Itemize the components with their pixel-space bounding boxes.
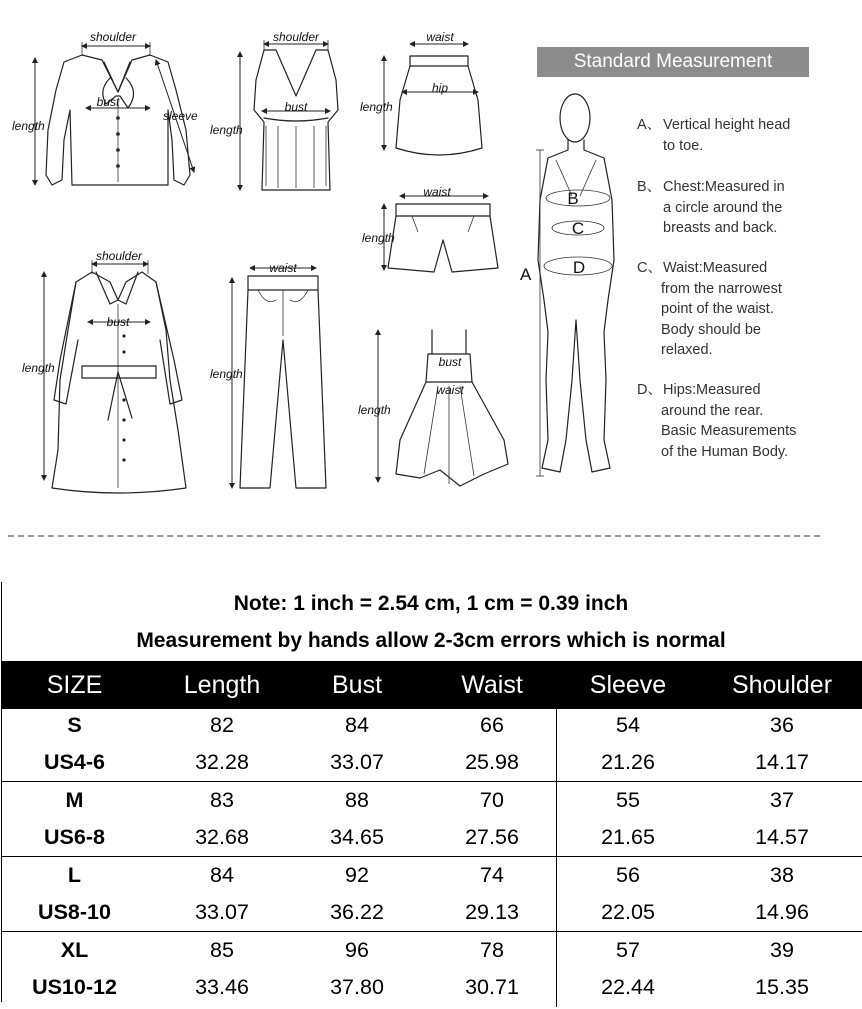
label-length: length	[22, 361, 55, 375]
label-bust: bust	[438, 355, 462, 369]
definition-letter: C、	[637, 260, 662, 276]
header-bust: Bust	[331, 671, 383, 699]
definition-line: Basic Measurements	[661, 423, 797, 439]
value-cell: 33.07	[330, 750, 384, 774]
value-cell: 55	[616, 788, 640, 812]
definition-line: point of the waist.	[661, 301, 774, 317]
value-cell: 84	[210, 863, 234, 887]
label-waist: waist	[423, 185, 451, 199]
value-cell: 34.65	[330, 825, 384, 849]
value-cell: 21.65	[601, 825, 655, 849]
value-cell: 66	[480, 713, 504, 737]
table-row	[2, 707, 862, 744]
table-row	[2, 969, 862, 1006]
label-bust: bust	[284, 100, 308, 114]
value-cell: 22.44	[601, 975, 655, 999]
value-cell: 70	[480, 788, 504, 812]
value-cell: 30.71	[465, 975, 519, 999]
size-cell: L	[67, 863, 82, 887]
value-cell: 54	[616, 713, 640, 737]
size-cell: US10-12	[32, 975, 117, 999]
value-cell: 84	[345, 713, 369, 737]
note-conversion: Note: 1 inch = 2.54 cm, 1 cm = 0.39 inch	[233, 592, 629, 615]
value-cell: 57	[616, 938, 640, 962]
value-cell: 21.26	[601, 750, 655, 774]
definition-line: Body should be	[661, 321, 761, 338]
size-cell: US6-8	[44, 825, 105, 849]
table-row	[2, 894, 862, 931]
value-cell: 85	[210, 938, 234, 962]
row-divider	[2, 781, 862, 782]
skirt-diagram	[360, 30, 482, 155]
definition-line: from the narrowest	[661, 280, 782, 297]
value-cell: 36.22	[330, 900, 384, 924]
human-figure	[520, 94, 614, 476]
marker-b: B	[567, 189, 579, 208]
table-row	[2, 857, 862, 894]
header-sleeve: Sleeve	[589, 671, 667, 699]
value-cell: 14.17	[755, 750, 809, 774]
value-cell: 14.57	[755, 825, 809, 849]
label-shoulder: shoulder	[89, 30, 137, 44]
table-row	[2, 932, 862, 969]
value-cell: 88	[345, 788, 369, 812]
dress-diagram	[358, 330, 508, 486]
value-cell: 38	[770, 863, 794, 887]
header-waist: Waist	[461, 671, 523, 699]
value-cell: 56	[616, 863, 640, 887]
definition-line: to toe.	[663, 137, 704, 154]
dashed-separator	[8, 535, 820, 537]
definition-d	[637, 380, 796, 462]
value-cell: 27.56	[465, 825, 519, 849]
value-cell: 29.13	[465, 900, 519, 924]
note-tolerance: Measurement by hands allow 2-3cm errors which is normal	[136, 629, 726, 652]
row-divider	[2, 856, 862, 857]
value-cell: 32.68	[195, 825, 249, 849]
value-cell: 39	[770, 938, 794, 962]
table-row	[2, 744, 862, 781]
value-cell: 37	[770, 788, 794, 812]
label-shoulder: shoulder	[95, 249, 143, 263]
definition-line: relaxed.	[661, 342, 713, 358]
marker-a: A	[520, 265, 532, 284]
marker-c: C	[571, 219, 585, 238]
header-length: Length	[183, 671, 261, 699]
definition-a	[637, 115, 790, 156]
value-cell: 92	[345, 863, 369, 887]
label-bust: bust	[106, 315, 130, 329]
label-sleeve: sleeve	[163, 109, 198, 123]
value-cell: 14.96	[755, 900, 809, 924]
label-shoulder: shoulder	[272, 30, 320, 44]
definition-line: around the rear.	[661, 402, 764, 419]
value-cell: 25.98	[465, 750, 519, 774]
definition-line: Vertical height head	[663, 117, 791, 133]
definition-letter: B、	[637, 179, 662, 195]
label-waist: waist	[269, 261, 297, 275]
table-row	[2, 782, 862, 819]
value-cell: 37.80	[330, 975, 384, 999]
label-length: length	[360, 100, 393, 114]
size-cell: M	[65, 788, 84, 812]
table-row	[2, 819, 862, 856]
size-cell: S	[67, 713, 82, 737]
value-cell: 82	[210, 713, 234, 737]
label-length: length	[210, 123, 243, 137]
value-cell: 78	[480, 938, 504, 962]
label-waist: waist	[426, 30, 454, 44]
vest-diagram	[210, 30, 338, 190]
definition-c	[637, 258, 782, 361]
row-divider	[2, 931, 862, 932]
marker-d: D	[572, 258, 586, 277]
column-divider	[556, 709, 557, 1007]
label-hip: hip	[431, 81, 449, 95]
definition-line: of the Human Body.	[661, 443, 789, 460]
definition-line: Waist:Measured	[663, 260, 768, 276]
definition-line: breasts and back.	[663, 220, 778, 236]
definition-line: a circle around the	[663, 199, 783, 216]
definition-line: Chest:Measured in	[663, 179, 785, 195]
value-cell: 96	[345, 938, 369, 962]
value-cell: 32.28	[195, 750, 249, 774]
size-cell: XL	[60, 938, 89, 962]
header-shoulder: Shoulder	[731, 671, 833, 699]
standard-measurement-title: Standard Measurement	[537, 47, 809, 77]
label-waist: waist	[436, 383, 464, 397]
shorts-diagram	[362, 185, 498, 272]
label-bust: bust	[96, 95, 120, 109]
value-cell: 36	[770, 713, 794, 737]
label-length: length	[210, 367, 243, 381]
header-size: SIZE	[46, 671, 103, 699]
value-cell: 22.05	[601, 900, 655, 924]
definition-letter: D、	[637, 382, 662, 398]
label-length: length	[358, 403, 391, 417]
table-header	[2, 661, 862, 709]
size-cell: US4-6	[44, 750, 105, 774]
coat-diagram	[22, 249, 186, 493]
trousers-diagram	[210, 261, 326, 488]
label-length: length	[362, 231, 395, 245]
definition-b	[637, 177, 785, 239]
value-cell: 33.46	[195, 975, 249, 999]
definition-line: Hips:Measured	[663, 382, 761, 398]
label-length: length	[12, 119, 45, 133]
definition-letter: A、	[637, 117, 662, 133]
size-cell: US8-10	[38, 900, 111, 924]
value-cell: 83	[210, 788, 234, 812]
value-cell: 15.35	[755, 975, 809, 999]
value-cell: 74	[480, 863, 504, 887]
value-cell: 33.07	[195, 900, 249, 924]
blouse-diagram	[12, 30, 198, 185]
